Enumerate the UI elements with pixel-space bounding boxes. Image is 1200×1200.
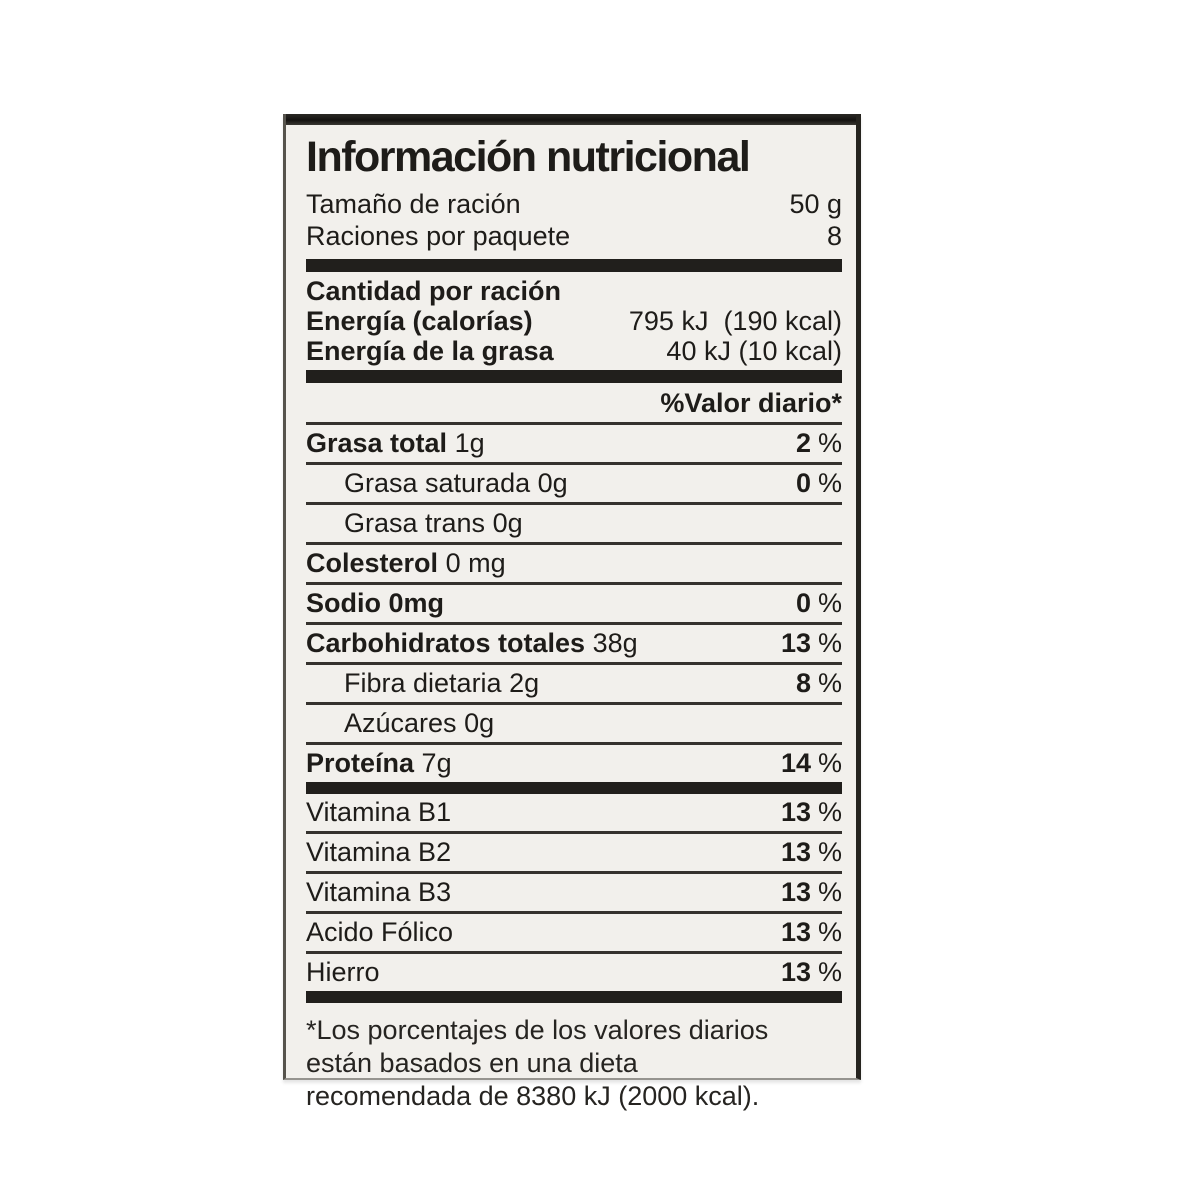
- nutrient-name: Grasa saturada: [344, 468, 531, 498]
- nutrient-label: [306, 630, 638, 657]
- percent-sign: %: [817, 628, 842, 658]
- nutrient-row: [306, 425, 842, 465]
- nutrient-name: Vitamina B3: [306, 877, 452, 907]
- nutrition-label: [283, 114, 861, 1111]
- nutrient-amount: 0 mg: [445, 548, 506, 578]
- nutrient-daily-value: [781, 919, 842, 946]
- nutrient-amount: 2g: [509, 668, 540, 698]
- nutrient-name: Fibra dietaria: [344, 668, 502, 698]
- nutrient-label: [306, 710, 494, 737]
- footnote-line: *Los porcentajes de los valores diarios: [306, 1015, 769, 1045]
- nutrient-label: [306, 590, 444, 617]
- nutrient-label: [306, 550, 506, 577]
- daily-value-number: 14: [780, 748, 811, 778]
- nutrient-row: [306, 914, 842, 954]
- nutrient-name: Proteína: [306, 748, 415, 778]
- footnote: [306, 1014, 842, 1113]
- nutrient-name: Vitamina B2: [306, 837, 452, 867]
- nutrient-amount: 38g: [592, 628, 638, 658]
- serving-row-name: Raciones por paquete: [306, 221, 571, 251]
- nutrient-name: Hierro: [306, 957, 380, 987]
- nutrient-label: [306, 430, 485, 457]
- nutrient-row: [306, 794, 842, 834]
- energy-row-name: Energía (calorías): [306, 306, 533, 336]
- nutrient-amount: 1g: [454, 428, 485, 458]
- percent-sign: %: [817, 877, 842, 907]
- serving-row: [306, 220, 842, 252]
- nutrient-name: Carbohidratos totales: [306, 628, 586, 658]
- nutrient-label: [306, 959, 380, 986]
- daily-value-number: 2: [795, 428, 811, 458]
- nutrient-name: Colesterol: [306, 548, 439, 578]
- nutrient-row: [306, 545, 842, 585]
- nutrient-daily-value: [796, 470, 842, 497]
- percent-sign: %: [817, 428, 842, 458]
- daily-value-number: 13: [780, 877, 811, 907]
- nutrient-label: [306, 750, 452, 777]
- nutrient-daily-value: [781, 879, 842, 906]
- nutrient-name: Acido Fólico: [306, 917, 454, 947]
- nutrient-row: [306, 465, 842, 505]
- energy-row-value: 795 kJ (190 kcal): [628, 306, 842, 336]
- nutrient-daily-value: [796, 590, 842, 617]
- percent-sign: %: [817, 837, 842, 867]
- nutrient-row: [306, 585, 842, 625]
- daily-value-header: %Valor diario*: [306, 383, 842, 425]
- serving-row-name: Tamaño de ración: [306, 189, 521, 219]
- thick-separator-top: [306, 259, 842, 272]
- nutrient-amount: 7g: [421, 748, 452, 778]
- nutrient-name: Sodio: [306, 588, 381, 618]
- label-title: Información nutricional: [306, 133, 750, 181]
- nutrient-amount: 0mg: [388, 588, 445, 618]
- daily-value-number: 13: [780, 797, 811, 827]
- nutrient-amount: 0g: [492, 508, 523, 538]
- nutrient-name: Vitamina B1: [306, 797, 452, 827]
- nutrient-daily-value: [781, 839, 842, 866]
- energy-section: [306, 306, 842, 366]
- thick-separator-energy: [306, 370, 842, 383]
- nutrient-label: [306, 510, 523, 537]
- percent-sign: %: [817, 917, 842, 947]
- energy-row-name: Energía de la grasa: [306, 336, 554, 366]
- nutrient-name: Grasa total: [306, 428, 448, 458]
- daily-value-number: 0: [795, 468, 811, 498]
- nutrient-daily-value: [796, 430, 842, 457]
- nutrient-daily-value: [781, 630, 842, 657]
- nutrient-daily-value: [781, 959, 842, 986]
- daily-value-number: 13: [780, 917, 811, 947]
- nutrient-row: [306, 874, 842, 914]
- energy-row: [306, 336, 842, 366]
- energy-row: [306, 306, 842, 336]
- serving-row-value: 50 g: [789, 189, 842, 219]
- nutrient-label: [306, 839, 451, 866]
- percent-sign: %: [817, 957, 842, 987]
- nutrient-name: Grasa trans: [344, 508, 486, 538]
- percent-sign: %: [817, 588, 842, 618]
- label-content: [286, 134, 856, 1113]
- nutrient-amount: 0g: [537, 468, 568, 498]
- nutrient-daily-value: [796, 670, 842, 697]
- nutrient-row: [306, 505, 842, 545]
- nutrient-rows: [306, 425, 842, 1003]
- serving-row-value: 8: [826, 221, 842, 251]
- footnote-line: recomendada de 8380 kJ (2000 kcal).: [306, 1081, 760, 1111]
- nutrient-name: Azúcares: [344, 708, 457, 738]
- nutrient-row: [306, 705, 842, 745]
- footnote-line: están basados en una dieta: [306, 1048, 638, 1078]
- box-top-edge: [286, 114, 856, 125]
- nutrient-label: [306, 879, 451, 906]
- daily-value-number: 8: [795, 668, 811, 698]
- nutrient-row: [306, 954, 842, 1003]
- daily-value-number: 13: [780, 628, 811, 658]
- percent-sign: %: [817, 668, 842, 698]
- nutrient-amount: 0g: [464, 708, 495, 738]
- daily-value-number: 13: [780, 837, 811, 867]
- energy-row-value: 40 kJ (10 kcal): [666, 336, 842, 366]
- daily-value-number: 13: [780, 957, 811, 987]
- nutrient-row: [306, 834, 842, 874]
- nutrient-label: [306, 470, 568, 497]
- nutrient-daily-value: [781, 799, 842, 826]
- nutrient-row: [306, 625, 842, 665]
- nutrient-row: [306, 665, 842, 705]
- nutrient-label: [306, 670, 539, 697]
- nutrient-row: [306, 745, 842, 794]
- nutrient-label: [306, 919, 453, 946]
- percent-sign: %: [817, 748, 842, 778]
- serving-section: [306, 188, 842, 252]
- nutrient-label: [306, 799, 451, 826]
- daily-value-number: 0: [795, 588, 811, 618]
- percent-sign: %: [817, 468, 842, 498]
- percent-sign: %: [817, 797, 842, 827]
- amount-per-serving-header: Cantidad por ración: [306, 276, 562, 306]
- nutrient-daily-value: [781, 750, 842, 777]
- serving-row: [306, 188, 842, 220]
